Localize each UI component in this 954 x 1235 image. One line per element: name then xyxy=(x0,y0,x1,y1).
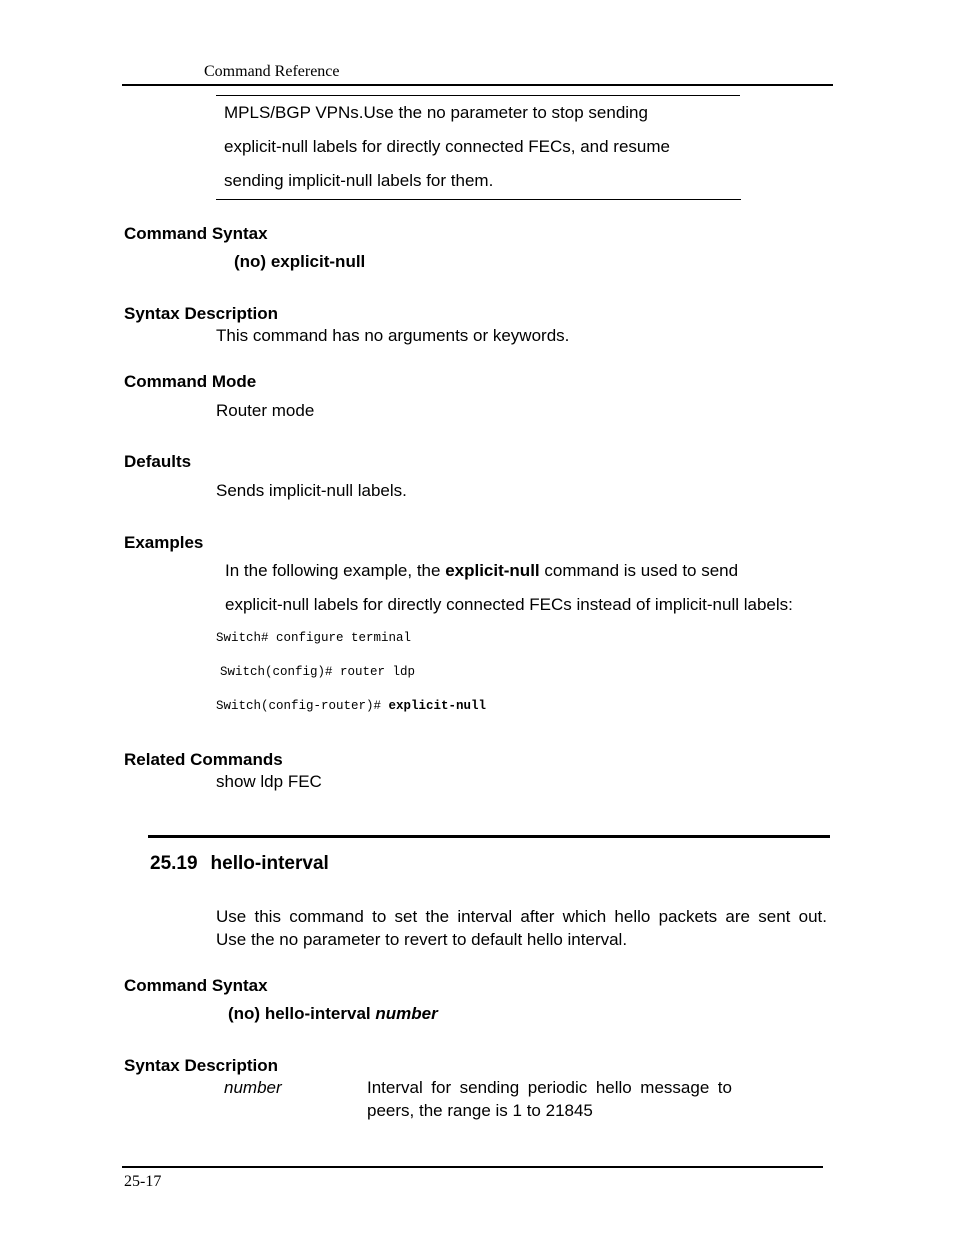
section-rule xyxy=(148,835,830,838)
syntax-description-text: This command has no arguments or keywords. xyxy=(216,326,570,345)
command-syntax-text: (no) explicit-null xyxy=(234,252,366,271)
page-number: 25-17 xyxy=(124,1173,162,1190)
code-line-3: Switch(config-router)# explicit-null xyxy=(216,699,487,713)
code-line-1: Switch# configure terminal xyxy=(216,631,412,645)
code-command: explicit-null xyxy=(388,699,487,713)
section-name: hello-interval xyxy=(210,853,329,874)
examples-heading: Examples xyxy=(124,533,204,552)
table-bottom-rule xyxy=(216,199,741,200)
section-intro-line-2: Use the no parameter to revert to default hello interval. xyxy=(216,930,628,949)
defaults-heading: Defaults xyxy=(124,452,192,471)
related-commands-heading: Related Commands xyxy=(124,750,283,769)
section-command-syntax: (no) hello-interval number xyxy=(228,1004,438,1023)
syntax-param: number xyxy=(375,1004,438,1023)
footer-rule xyxy=(122,1166,823,1168)
syntax-description-heading: Syntax Description xyxy=(124,304,278,323)
param-desc-line-2: peers, the range is 1 to 21845 xyxy=(367,1101,593,1120)
code-line-2: Switch(config)# router ldp xyxy=(220,665,416,679)
running-header: Command Reference xyxy=(204,63,340,80)
defaults-text: Sends implicit-null labels. xyxy=(216,481,407,500)
section-command-syntax-heading: Command Syntax xyxy=(124,976,268,995)
examples-line-1: In the following example, the explicit-null command is used to send xyxy=(225,561,739,580)
command-syntax-heading: Command Syntax xyxy=(124,224,268,243)
param-name: number xyxy=(224,1078,282,1097)
header-rule xyxy=(122,84,833,86)
command-mode-heading: Command Mode xyxy=(124,372,257,391)
section-title xyxy=(150,853,329,875)
param-desc-line-1: Interval for sending periodic hello message to xyxy=(367,1078,732,1097)
related-commands-text: show ldp FEC xyxy=(216,772,322,791)
command-mode-text: Router mode xyxy=(216,401,315,420)
section-syntax-description-heading: Syntax Description xyxy=(124,1056,278,1075)
section-number: 25.19 xyxy=(150,853,198,874)
section-intro-line-1: Use this command to set the interval after which hello packets are sent out. xyxy=(216,907,827,926)
examples-line-2: explicit-null labels for directly connected FECs instead of implicit-null labels: xyxy=(225,595,793,614)
examples-keyword: explicit-null xyxy=(445,561,540,580)
desc-line-3: sending implicit-null labels for them. xyxy=(224,171,494,190)
desc-line-1: MPLS/BGP VPNs.Use the no parameter to stop sending xyxy=(224,103,648,122)
table-top-rule xyxy=(216,95,740,96)
desc-line-2: explicit-null labels for directly connected FECs, and resume xyxy=(224,137,670,156)
